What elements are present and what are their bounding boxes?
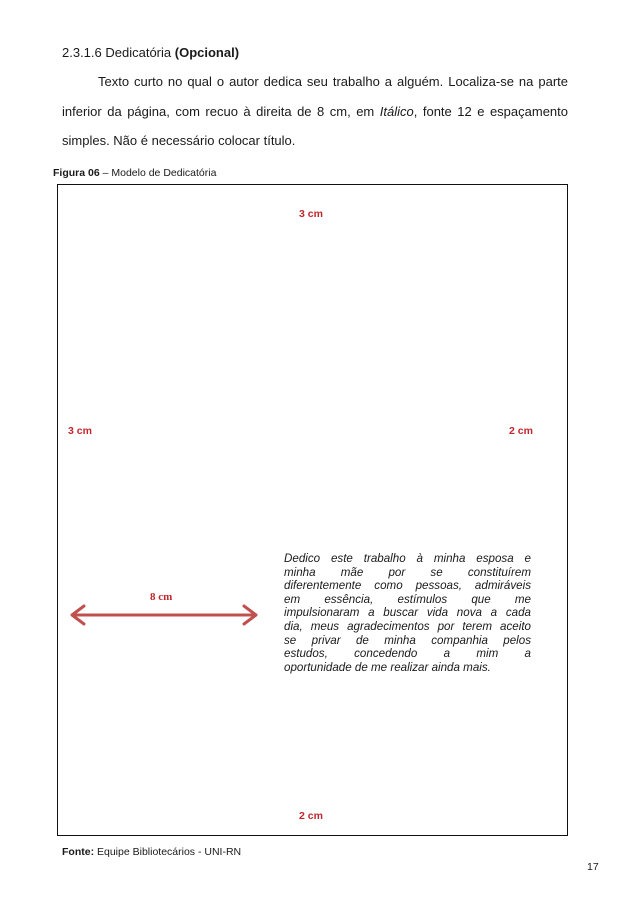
- dedication-line: diferentemente como pessoas, admiráveis: [284, 579, 531, 593]
- dedication-line: oportunidade de me realizar ainda mais.: [284, 660, 491, 674]
- right-margin-label: 2 cm: [509, 425, 533, 437]
- dedication-line: minha mãe por se constituírem: [284, 565, 531, 579]
- paragraph-line-1: Texto curto no qual o autor dedica seu trabalho a alguém. Localiza-se na parte: [98, 74, 568, 89]
- bottom-margin-label: 2 cm: [299, 810, 323, 822]
- dedication-text: [284, 552, 531, 674]
- dedication-line: em essência, estímulos que me: [284, 592, 531, 606]
- section-number: 2.3.1.6 Dedicatória: [62, 45, 172, 60]
- dedication-line: dia, meus agradecimentos por terem aceito: [284, 619, 531, 633]
- section-heading: [62, 45, 239, 60]
- figure-label: Figura 06: [53, 167, 100, 179]
- dedication-line: Dedico este trabalho à minha esposa e: [284, 552, 531, 565]
- paragraph-line-3: simples. Não é necessário colocar título.: [62, 133, 296, 148]
- dedication-line: se privar de minha companhia pelos: [284, 633, 531, 647]
- dedication-line: impulsionaram a buscar vida nova a cada: [284, 606, 531, 620]
- page-number: 17: [587, 861, 599, 873]
- left-margin-label: 3 cm: [68, 425, 92, 437]
- source-label: Fonte:: [62, 846, 95, 858]
- paragraph-line-2-start: inferior da página, com recuo à direita de 8 cm, em: [62, 104, 380, 119]
- paragraph-italic-term: Itálico: [379, 104, 414, 119]
- top-margin-label: 3 cm: [299, 208, 323, 220]
- dedication-line: estudos, concedendo a mim a: [284, 647, 531, 661]
- figure-caption-text: – Modelo de Dedicatória: [99, 167, 217, 179]
- figure-caption: [53, 167, 216, 179]
- paragraph-line-2-end: , fonte 12 e espaçamento: [413, 104, 569, 119]
- double-arrow-icon: [66, 602, 262, 628]
- indent-label: 8 cm: [150, 591, 173, 603]
- section-qualifier: (Opcional): [174, 45, 240, 60]
- source-text: Equipe Bibliotecários - UNI-RN: [94, 846, 242, 858]
- figure-source: [62, 846, 241, 858]
- paragraph-line-2: [62, 104, 568, 120]
- page-model-frame: [57, 184, 568, 836]
